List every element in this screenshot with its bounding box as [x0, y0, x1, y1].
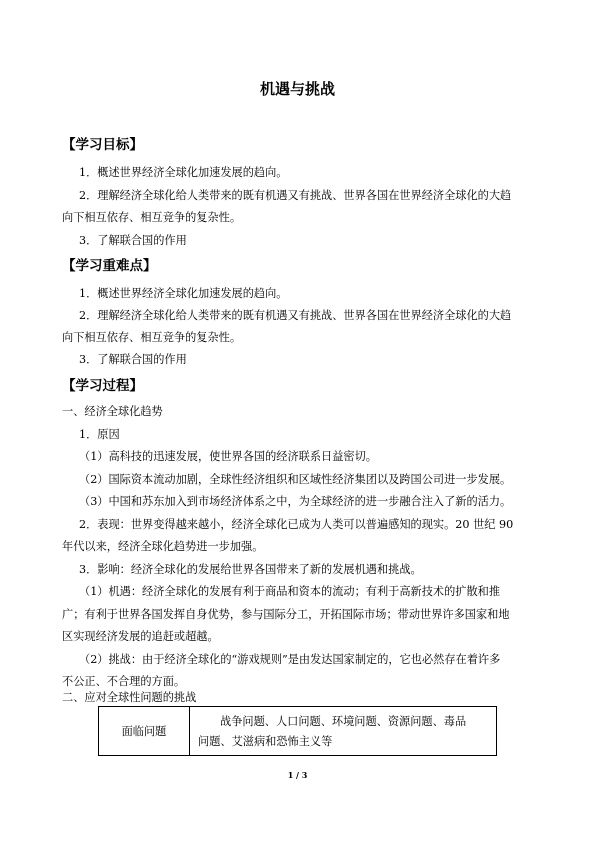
issues-table [98, 706, 497, 756]
section-1-heading: 一、经济全球化趋势 [62, 405, 163, 418]
objective-item-3: 3．了解联合国的作用 [79, 234, 187, 247]
impact-line: 3．影响：经济全球化的发展给世界各国带来了新的发展机遇和挑战。 [79, 563, 422, 576]
opportunity-line-1: （1）机遇：经济全球化的发展有利于商品和资本的流动；有利于高新技术的扩散和推 [79, 585, 501, 598]
objectives-heading: 【学习目标】 [62, 137, 143, 153]
cause-heading: 1．原因 [79, 428, 120, 441]
cause-item-3: （3）中国和苏东加入到市场经济体系之中，为全球经济的进一步融合注入了新的活力。 [79, 495, 512, 508]
key-point-item-2-line-2: 向下相互依存、相互竞争的复杂性。 [62, 331, 242, 344]
table-content-line-1: 战争问题、人口问题、环境问题、资源问题、毒品 [220, 715, 467, 728]
key-point-item-1: 1．概述世界经济全球化加速发展的趋向。 [79, 287, 288, 300]
table-label: 面临问题 [121, 725, 167, 738]
table-label-cell [99, 707, 190, 755]
key-point-item-3: 3．了解联合国的作用 [79, 353, 187, 366]
challenge-line-2: 不公正、不合理的方面。 [62, 675, 186, 688]
section-2-heading: 二、应对全球性问题的挑战 [62, 691, 197, 704]
performance-line-1: 2．表现：世界变得越来越小，经济全球化已成为人类可以普遍感知的现实。20 世纪 90 [79, 518, 514, 531]
challenge-line-1: （2）挑战：由于经济全球化的“游戏规则”是由发达国家制定的，它也必然存在着许多 [79, 653, 501, 666]
opportunity-line-2: 广；有利于世界各国发挥自身优势，参与国际分工，开拓国际市场；带动世界许多国家和地 [62, 608, 510, 621]
cause-item-1: （1）高科技的迅速发展，使世界各国的经济联系日益密切。 [79, 450, 377, 463]
key-points-heading: 【学习重难点】 [62, 258, 157, 274]
objective-item-1: 1．概述世界经济全球化加速发展的趋向。 [79, 166, 288, 179]
table-content-line-2: 问题、艾滋病和恐怖主义等 [198, 735, 333, 748]
table-content-cell [190, 707, 496, 755]
page-title: 机遇与挑战 [259, 80, 335, 98]
performance-line-2: 年代以来，经济全球化趋势进一步加强。 [62, 540, 264, 553]
cause-item-2: （2）国际资本流动加剧，全球性经济组织和区域性经济集团以及跨国公司进一步发展。 [79, 473, 512, 486]
process-heading: 【学习过程】 [62, 378, 143, 394]
objective-item-2-line-1: 2．理解经济全球化给人类带来的既有机遇又有挑战、世界各国在世界经济全球化的大趋 [79, 189, 512, 202]
objective-item-2-line-2: 向下相互依存、相互竞争的复杂性。 [62, 211, 242, 224]
page-number: 1 / 3 [287, 770, 308, 780]
opportunity-line-3: 区实现经济发展的追赶或超越。 [62, 630, 219, 643]
key-point-item-2-line-1: 2．理解经济全球化给人类带来的既有机遇又有挑战、世界各国在世界经济全球化的大趋 [79, 309, 512, 322]
